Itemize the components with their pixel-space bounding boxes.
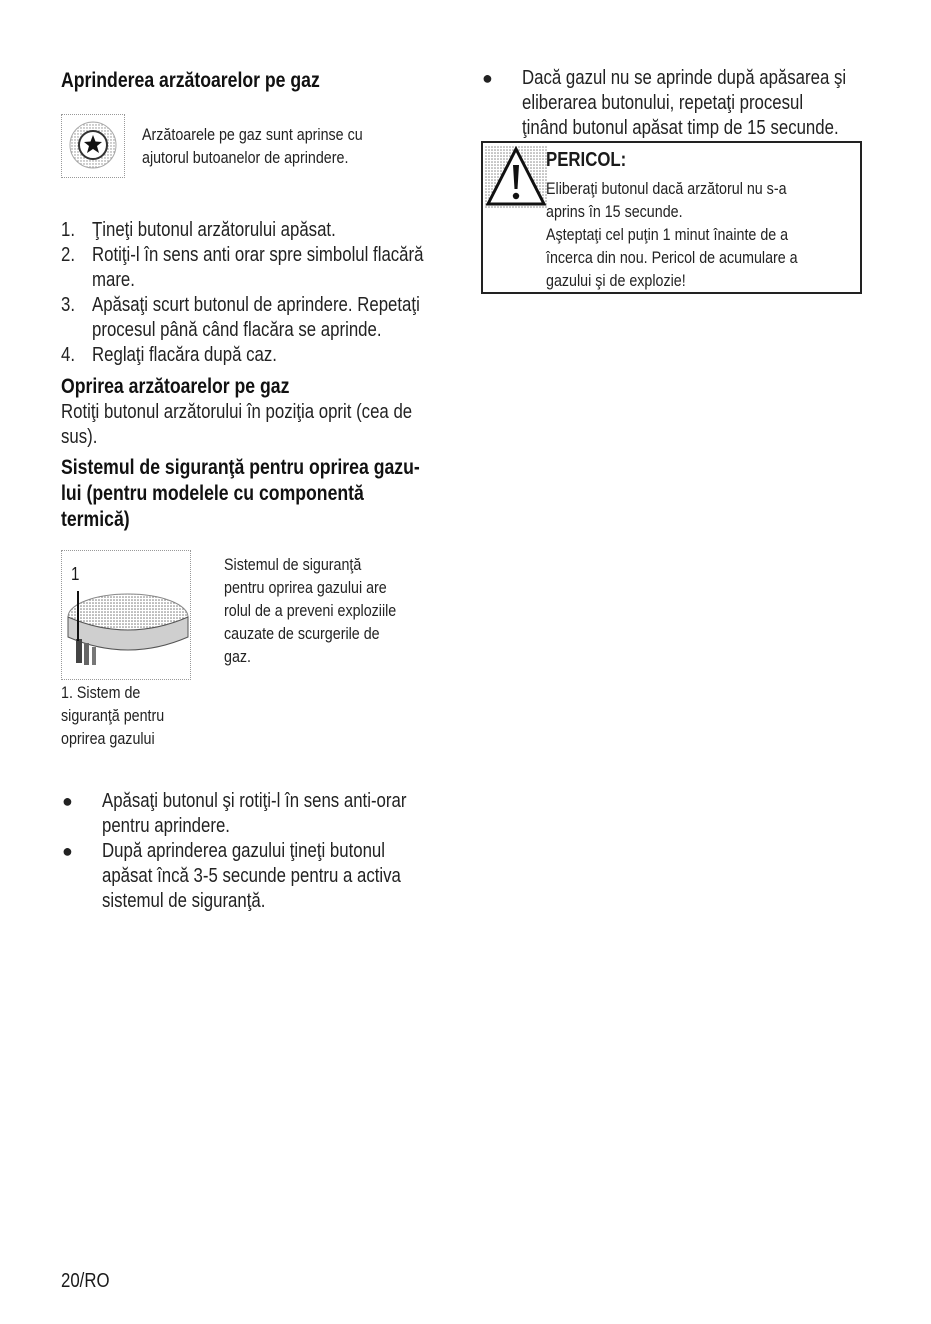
stopping-text: Rotiţi butonul arzătorului în poziţia oprit (cea de sus). (61, 401, 413, 448)
list-item: ● După aprinderea gazului ţineţi butonul apăsat încă 3-5 secunde pentru a activa sistemul de siguranţă. (62, 840, 401, 912)
bullet-icon: ● (62, 791, 73, 811)
section-title-safety-system: Sistemul de siguranţă pentru oprirea gazu- lui (pentru modelele cu componentă termică) (61, 456, 420, 531)
page-number: 20/RO (61, 1270, 110, 1292)
ignition-steps (61, 218, 487, 368)
ignition-note: Arzătoarele pe gaz sunt aprinse cu ajutorul butoanelor de aprindere. (142, 125, 363, 167)
right-bullets (481, 66, 908, 141)
warning-triangle-icon (485, 146, 547, 208)
figure-note: Sistemul de siguranţă pentru oprirea gazului are rolul de a preveni exploziile cauzate de scurgerile de gaz. (224, 555, 397, 666)
bullet-icon: ● (482, 68, 493, 88)
section-title-stopping: Oprirea arzătoarelor pe gaz (61, 375, 290, 398)
list-item: 1. Ţineţi butonul arzătorului apăsat. (61, 219, 336, 241)
list-item: 4. Reglaţi flacăra după caz. (61, 344, 277, 366)
list-item: ● Apăsaţi butonul şi rotiţi-l în sens anti-orar pentru aprindere. (62, 790, 407, 837)
list-item: 2. Rotiţi-l în sens anti orar spre simbolul flacără mare. (61, 244, 424, 291)
section-title-ignition: Aprinderea arzătoarelor pe gaz (61, 69, 320, 92)
danger-warning-box (481, 141, 862, 294)
warning-title: PERICOL: (546, 149, 627, 171)
safety-bullets (61, 789, 464, 914)
figure-caption: 1. Sistem de siguranţă pentru oprirea gazului (61, 683, 165, 748)
warning-text: Eliberaţi butonul dacă arzătorul nu s-a aprins în 15 secunde. Aşteptaţi cel puţin 1 minut înainte de a încerca din nou. Pericol de acumulare a gazului şi de explozie! (546, 179, 798, 290)
list-item: ● Dacă gazul nu se aprinde după apăsarea şi eliberarea butonului, repetaţi procesul ţinând butonul apăsat timp de 15 secunde. (482, 67, 847, 139)
safety-device-figure (61, 550, 191, 680)
list-item: 3. Apăsaţi scurt butonul de aprindere. Repetaţi procesul până când flacăra se aprinde. (61, 294, 420, 341)
ignition-icon (61, 114, 125, 178)
figure-label: 1 (71, 564, 80, 584)
bullet-icon: ● (62, 841, 73, 861)
